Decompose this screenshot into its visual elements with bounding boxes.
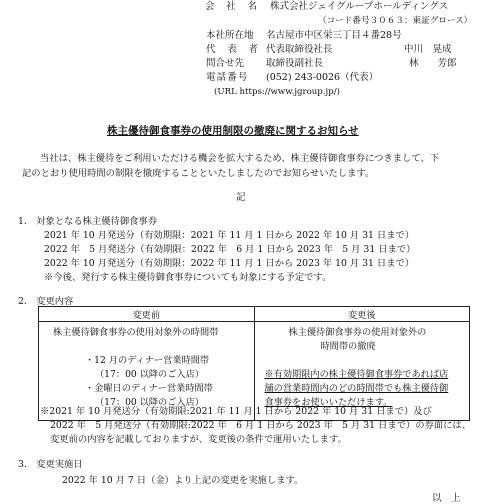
representative-name: 中川 晃成 (404, 44, 452, 55)
table-note-line-1: ※2021 年 10 月発送分（有効期限:2021 年 11 月 1 日から 2022 年 10 月 31 日まで）及び (40, 406, 432, 417)
company-name-value: 株式会社ジェイグループホールディングス (270, 1, 449, 12)
table-note-line-2: 2022 年 5 月発送分（有効期限:2022 年 6 月 1 日から 2023 年 5 月 31 日まで）の券面には、 (50, 420, 472, 431)
phone-value: (052) 243-0026（代表） (266, 72, 379, 83)
after-line-2: 時間帯の撤廃 (320, 341, 376, 352)
after-line-1: 株主優待御食事券の使用対象外の (288, 327, 427, 338)
after-line-5: 食事券をお使いいただけます。 (264, 397, 393, 408)
representative-title: 代表取締役社長 (266, 44, 333, 55)
after-header: 変更後 (254, 307, 470, 322)
contact-name: 林 芳郎 (409, 58, 457, 69)
representative-label: 代 表 者 (206, 44, 260, 55)
phone-label: 電話番号 (206, 72, 249, 83)
before-header: 変更前 (39, 307, 255, 322)
before-line-4: ・金曜日のディナー営業時間帯 (85, 383, 213, 394)
intro-line-1: 当社は、株主優待をご利用いただける機会を拡大するため、株主優待御食事券につきまして、下 (40, 153, 440, 164)
contact-title: 取締役副社長 (266, 58, 324, 69)
target-line-2: 2022 年 5 月発送分（有効期限：2022 年 6 月 1 日から 2023 年 5 月 31 日まで） (44, 244, 416, 255)
contact-label: 問合せ先 (206, 58, 245, 69)
changes-table (38, 306, 470, 421)
ki-mark: 記 (236, 192, 246, 203)
section-3-heading: 3. 変更実施日 (18, 459, 83, 470)
intro-line-2: 記のとおり使用時間の制限を撤廃することといたしましたのでお知らせいたします。 (22, 168, 375, 179)
target-line-3: 2022 年 10 月発送分（有効期限：2022 年 11 月 1 日から 2023 年 10 月 31 日まで） (44, 258, 415, 269)
company-name-label: 会 社 名 (205, 1, 259, 12)
hq-address-label: 本社所在地 (206, 30, 254, 41)
hq-address-value: 名古屋市中区栄三丁目４番28号 (266, 30, 402, 41)
section-1-heading: 1. 対象となる株主優待御食事券 (18, 216, 158, 227)
closing-mark: 以 上 (432, 493, 461, 504)
after-line-3: ※有効期限内の株主優待御食事券であれば店 (264, 369, 449, 380)
effective-date-line: 2022 年 10 月 7 日（金）より上記の変更を実施します。 (62, 475, 304, 486)
stock-code-note: （コード番号３０６３：東証グロース） (318, 16, 473, 26)
table-note-line-3: 変更前の内容を記載しておりますが、変更後の条件で運用いたします。 (50, 434, 347, 445)
target-note: ※今後、発行する株主優待御食事券についても対象にする予定です。 (44, 272, 332, 283)
before-line-5: （17：00 以降のご入店） (95, 397, 204, 408)
target-line-1: 2021 年 10 月発送分（有効期限：2021 年 11 月 1 日から 2022 年 10 月 31 日まで） (44, 230, 415, 241)
page-title: 株主優待御食事券の使用制限の撤廃に関するお知らせ (107, 125, 359, 137)
section-2-heading: 2. 変更内容 (18, 296, 74, 307)
before-line-1: 株主優待御食事券の使用対象外の時間帯 (53, 327, 219, 338)
before-line-2: ・12 月のディナー営業時間帯 (85, 355, 210, 366)
after-line-4: 舗の営業時間内のどの時間帯でも株主優待御 (264, 383, 449, 394)
company-url[interactable]: (URL https://www.jgroup.jp/) (214, 87, 340, 97)
before-line-3: （17：00 以降のご入店） (95, 369, 204, 380)
